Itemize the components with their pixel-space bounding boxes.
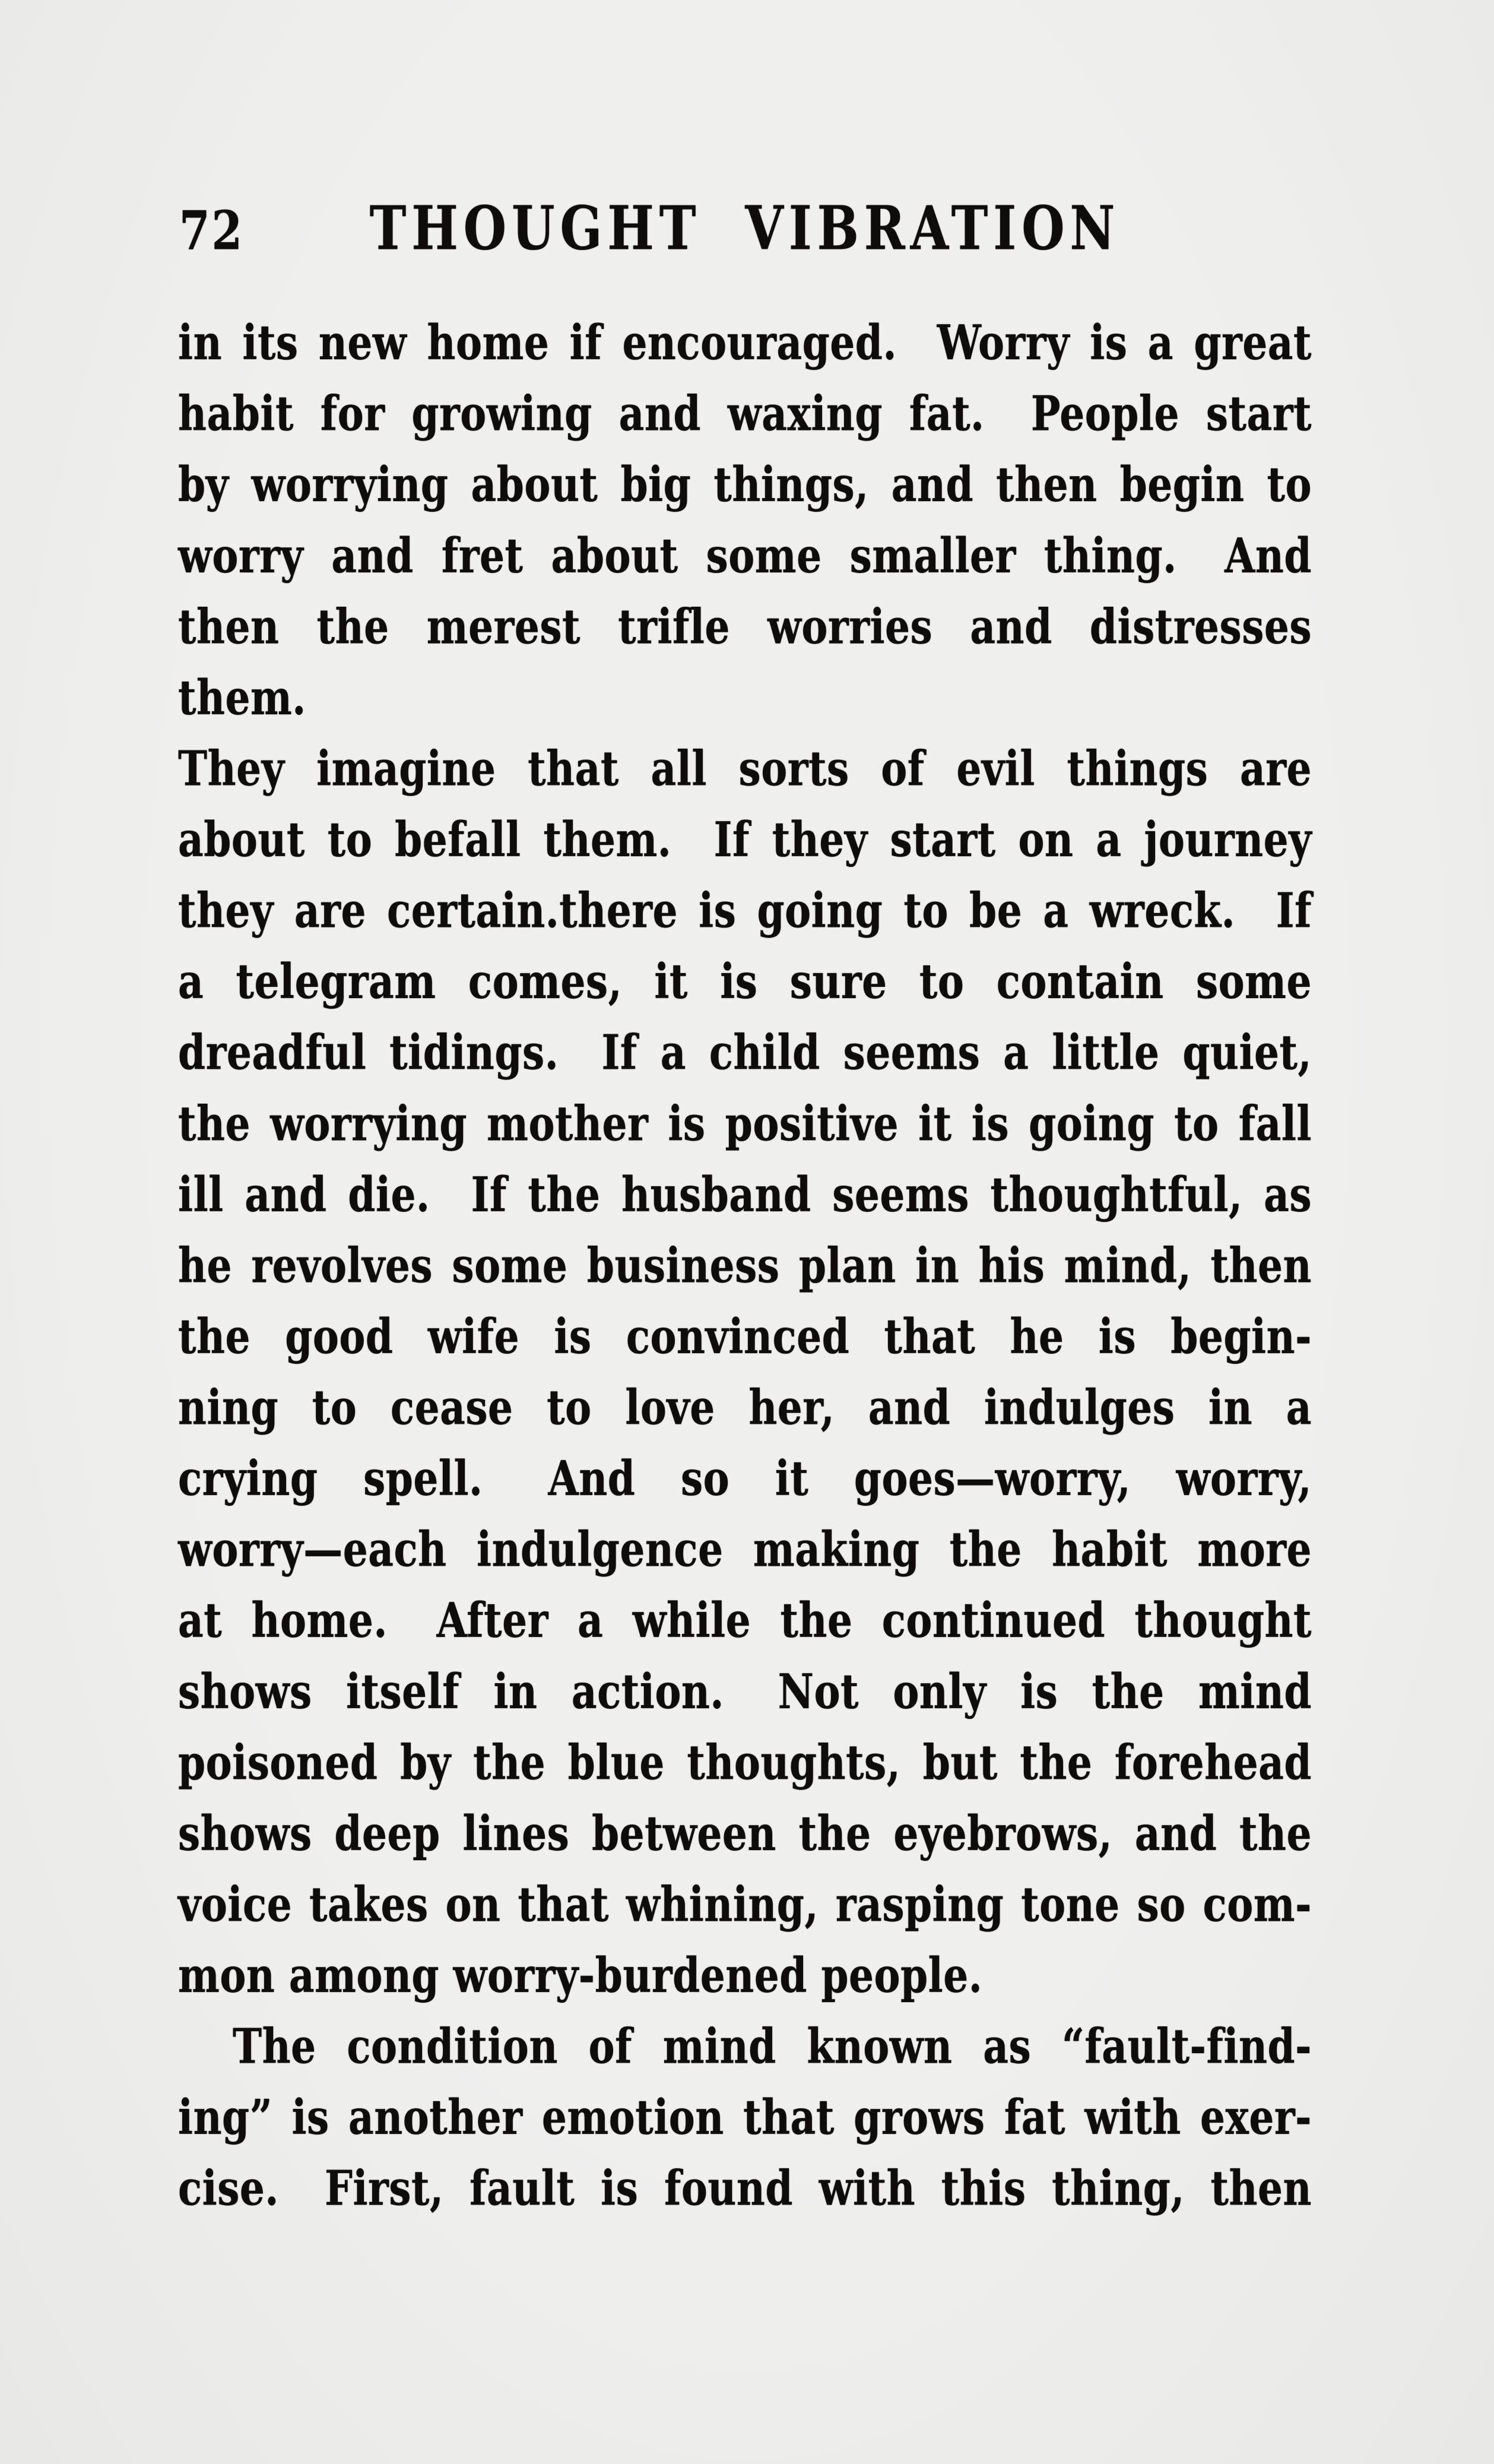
page-number: 72 bbox=[179, 199, 244, 262]
text-line: mon among worry-burdened people. bbox=[178, 1947, 983, 2004]
text-line: shows deep lines between the eyebrows, and the bbox=[178, 1805, 1312, 1862]
text-line: the good wife is convinced that he is begin- bbox=[178, 1308, 1312, 1365]
text-line: cise. First, fault is found with this thing, then bbox=[178, 2160, 1312, 2217]
text-line: ill and die. If the husband seems thoughtful, as bbox=[178, 1166, 1312, 1223]
text-line: in its new home if encouraged. Worry is a great bbox=[178, 314, 1312, 371]
text-line: crying spell. And so it goes—worry, worry, bbox=[178, 1450, 1312, 1507]
text-line: habit for growing and waxing fat. People start bbox=[178, 385, 1312, 442]
text-line: they are certain.there is going to be a wreck. If bbox=[178, 882, 1312, 939]
text-line: ing” is another emotion that grows fat with exer- bbox=[178, 2089, 1312, 2146]
text-line: dreadful tidings. If a child seems a little quiet, bbox=[178, 1024, 1312, 1081]
running-head-title: THOUGHT VIBRATION bbox=[369, 192, 1121, 264]
body-text bbox=[178, 307, 1312, 2224]
text-line: at home. After a while the continued thought bbox=[178, 1592, 1312, 1649]
text-line: about to befall them. If they start on a journey bbox=[178, 811, 1312, 868]
text-line: voice takes on that whining, rasping tone so com- bbox=[178, 1876, 1312, 1933]
text-line: They imagine that all sorts of evil things are bbox=[178, 740, 1312, 797]
text-line: by worrying about big things, and then begin to bbox=[178, 456, 1312, 513]
text-line: a telegram comes, it is sure to contain some bbox=[178, 953, 1312, 1010]
text-line-paragraph-start: The condition of mind known as “fault-find- bbox=[233, 2018, 1312, 2075]
text-line: then the merest trifle worries and distresses them. bbox=[178, 598, 1312, 726]
text-line: the worrying mother is positive it is going to fall bbox=[178, 1095, 1312, 1152]
text-line: shows itself in action. Not only is the mind bbox=[178, 1663, 1312, 1720]
text-line: ning to cease to love her, and indulges in a bbox=[178, 1379, 1312, 1436]
text-line: worry—each indulgence making the habit more bbox=[178, 1521, 1312, 1578]
text-line: poisoned by the blue thoughts, but the forehead bbox=[178, 1734, 1312, 1791]
text-line: he revolves some business plan in his mind, then bbox=[178, 1237, 1312, 1294]
text-line: worry and fret about some smaller thing. And bbox=[178, 527, 1312, 584]
